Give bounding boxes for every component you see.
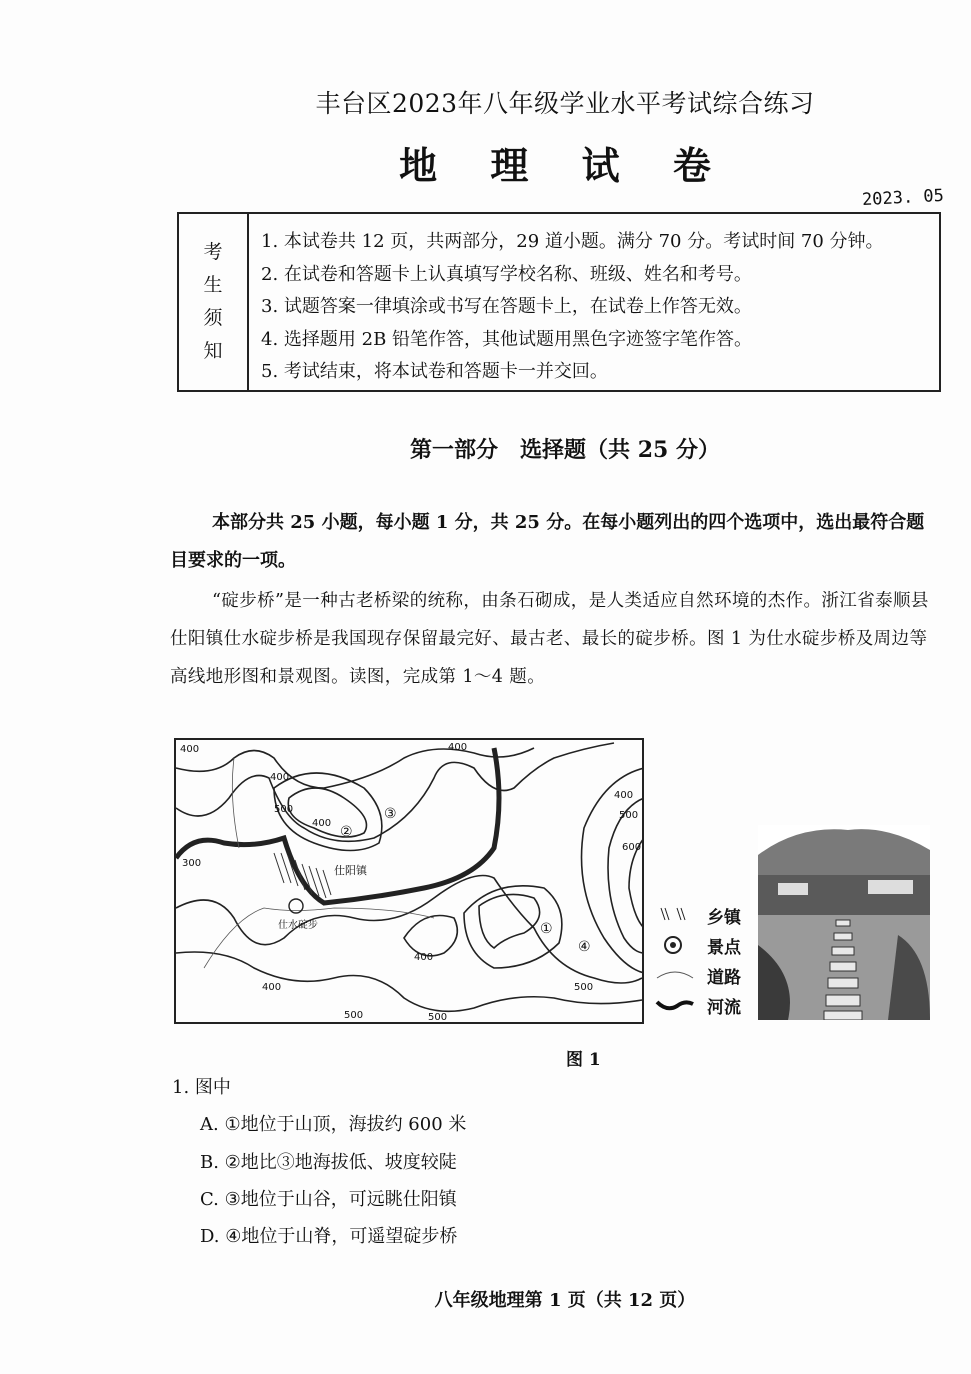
exam-date: 2023. 05 — [861, 185, 945, 211]
river-icon — [655, 994, 695, 1016]
passage-text: “碇步桥”是一种古老桥梁的统称，由条石砌成，是人类适应自然环境的杰作。浙江省泰顺县仕阳镇仕水碇步桥是我国现存保留最完好、最古老、最长的碇步桥。图 1 为仕水碇步桥及周边等高线地形图和景观图。读图，完成第 1～4 题。 — [170, 591, 929, 687]
option-a: A. ①地位于山顶，海拔约 600 米 — [200, 1114, 467, 1135]
contour-value: 300 — [182, 858, 202, 869]
candidate-notice-box — [177, 212, 941, 392]
contour-value: 400 — [414, 952, 434, 963]
contour-line — [288, 788, 366, 837]
contour-value: 400 — [614, 790, 634, 801]
contour-value: 400 — [180, 744, 200, 755]
question-stem: 1. 图中 — [172, 1077, 231, 1098]
legend-label: 道路 — [707, 967, 741, 988]
notice-label-char: 考 — [203, 241, 223, 263]
figure-caption: 图 1 — [566, 1050, 601, 1070]
exam-subtitle: 地 理 试 卷 — [399, 143, 731, 188]
contour-value: 400 — [448, 742, 468, 753]
legend-item — [655, 990, 741, 1020]
legend-item — [655, 930, 741, 960]
spot-label: 仕水碇步 — [278, 920, 318, 931]
contour-value: 500 — [274, 804, 294, 815]
contour-value: 400 — [262, 982, 282, 993]
legend-label: 景点 — [707, 937, 741, 958]
legend-label: 乡镇 — [707, 907, 741, 928]
point-4-label: ④ — [578, 939, 591, 955]
contour-line — [582, 768, 645, 973]
contour-value: 400 — [312, 818, 332, 829]
contour-values — [180, 742, 641, 1023]
contour-value: 500 — [344, 1010, 364, 1021]
notice-item: 5. 考试结束，将本试卷和答题卡一并交回。 — [261, 361, 608, 382]
town-hatch-icon — [655, 904, 695, 926]
contour-line — [176, 743, 614, 841]
stepping-stone-bridge-photo — [758, 825, 930, 1020]
notice-label — [179, 214, 249, 390]
contour-line — [608, 798, 644, 953]
legend-item — [655, 960, 741, 990]
road — [204, 758, 434, 968]
legend-item — [655, 900, 741, 930]
contour-value: 400 — [270, 772, 290, 783]
scenic-spot-icon — [655, 934, 695, 956]
option-c: C. ③地位于山谷，可远眺仕阳镇 — [200, 1189, 457, 1210]
section-heading: 第一部分 选择题（共 25 分） — [410, 437, 720, 463]
page-footer: 八年级地理第 1 页（共 12 页） — [434, 1290, 696, 1311]
option-d: D. ④地位于山脊，可遥望碇步桥 — [200, 1226, 458, 1247]
river — [176, 748, 499, 903]
scenic-spot-icon — [289, 899, 303, 913]
exam-title: 丰台区2023年八年级学业水平考试综合练习 — [315, 89, 815, 118]
map-frame — [175, 739, 643, 1023]
contour-value: 500 — [619, 810, 639, 821]
contour-value: 500 — [574, 982, 594, 993]
point-2-label: ② — [340, 824, 353, 840]
section-intro: 本部分共 25 小题，每小题 1 分，共 25 分。在每小题列出的四个选项中，选出最符合题目要求的一项。 — [170, 512, 925, 571]
notice-label-char: 须 — [203, 307, 223, 329]
notice-item: 3. 试题答案一律填涂或书写在答题卡上，在试卷上作答无效。 — [261, 296, 752, 317]
contour-map — [174, 738, 644, 1024]
notice-label-char: 生 — [203, 274, 223, 296]
contour-value: 600 — [622, 842, 642, 853]
road-icon — [655, 964, 695, 986]
notice-item: 1. 本试卷共 12 页，共两部分，29 道小题。满分 70 分。考试时间 70 分钟。 — [261, 231, 884, 252]
contour-value: 500 — [428, 1012, 448, 1023]
option-b: B. ②地比③地海拔低、坡度较陡 — [200, 1152, 457, 1173]
map-legend — [655, 900, 741, 1020]
notice-item: 2. 在试卷和答题卡上认真填写学校名称、班级、姓名和考号。 — [261, 263, 752, 285]
contour-line — [176, 748, 534, 788]
notice-list — [249, 214, 884, 390]
notice-label-char: 知 — [203, 340, 223, 362]
notice-item: 4. 选择题用 2B 铅笔作答，其他试题用黑色字迹签字笔作答。 — [261, 328, 753, 350]
legend-label: 河流 — [707, 997, 741, 1018]
town-hatch — [274, 853, 331, 898]
town-label: 仕阳镇 — [334, 864, 367, 877]
contour-line — [176, 952, 642, 1011]
point-3-label: ③ — [384, 806, 397, 822]
point-1-label: ① — [540, 921, 553, 937]
contour-line — [404, 916, 457, 956]
contour-line — [479, 894, 540, 948]
